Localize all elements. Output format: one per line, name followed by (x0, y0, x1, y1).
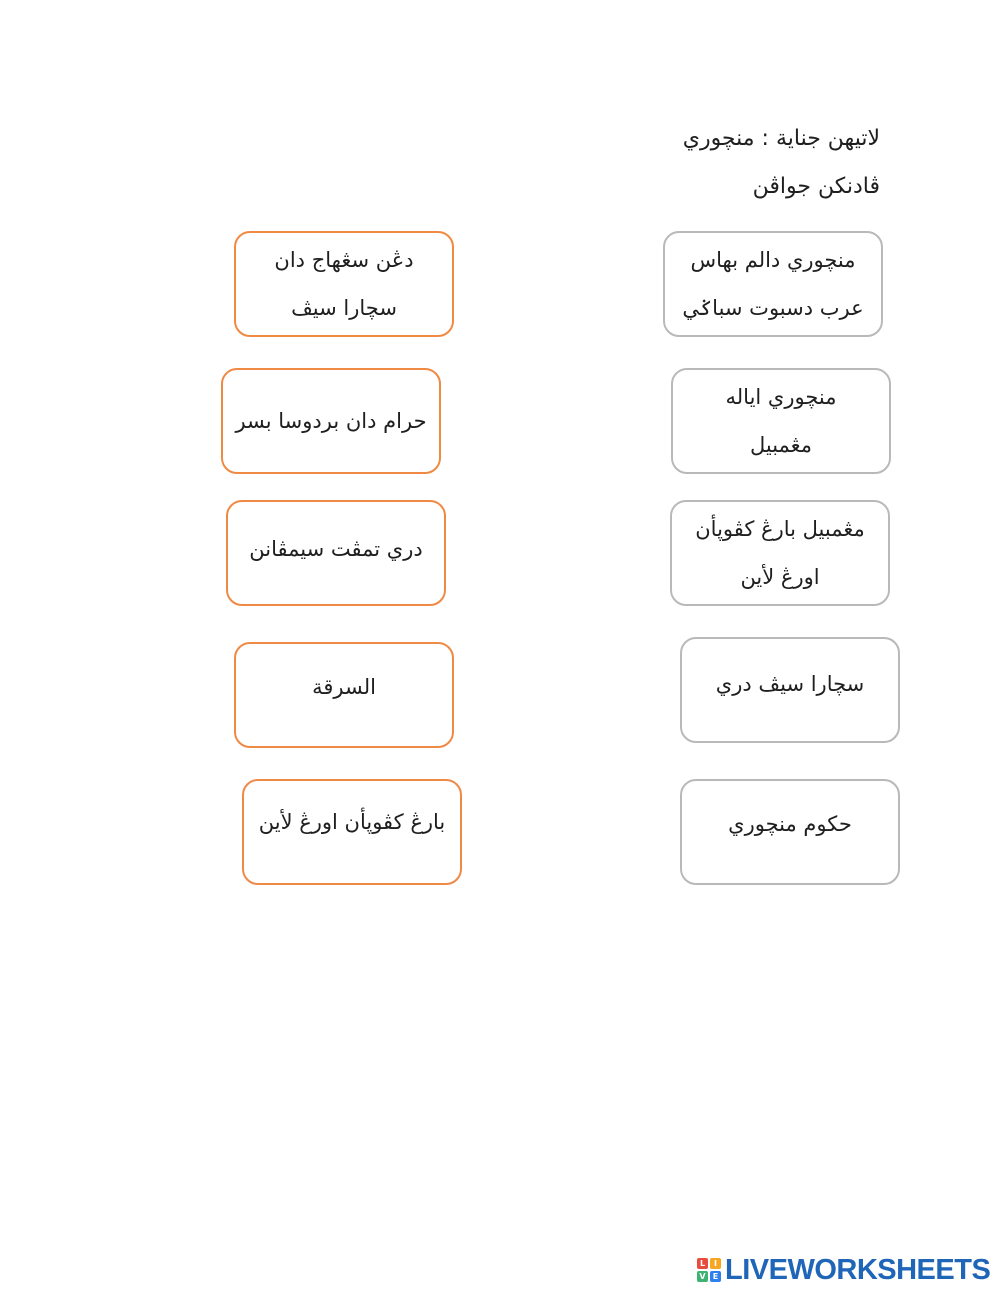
card-text-line: مڠمبيل بارڠ كڤوڽأن (695, 517, 865, 541)
left-match-card-4[interactable] (234, 642, 454, 748)
right-match-card-4[interactable] (680, 637, 900, 743)
card-text-line: حكوم منچوري (728, 812, 852, 836)
logo-tile-e: E (710, 1271, 721, 1282)
right-match-card-1[interactable] (663, 231, 883, 337)
worksheet-instruction: ڤادنكن جواڤن (752, 174, 880, 199)
card-text-line: سچارا سيڤ دري (715, 672, 865, 696)
card-text-line: منچوري دالم بهاس (690, 248, 856, 272)
left-match-card-2[interactable] (221, 368, 441, 474)
card-text-line: السرقة (312, 675, 376, 699)
right-match-card-2[interactable] (671, 368, 891, 474)
logo-tile-v: V (697, 1271, 708, 1282)
card-text-line: دري تمڤت سيمڤانن (249, 537, 423, 561)
right-match-card-5[interactable] (680, 779, 900, 885)
liveworksheets-logo-icon (697, 1258, 721, 1282)
logo-tile-i: I (710, 1258, 721, 1269)
card-text-line: سچارا سيڤ (291, 296, 397, 320)
liveworksheets-wordmark: LIVEWORKSHEETS (725, 1254, 991, 1286)
card-text-line: حرام دان بردوسا بسر (235, 409, 427, 433)
left-match-card-3[interactable] (226, 500, 446, 606)
worksheet-title: لاتيهن جناية : منچوري (682, 126, 880, 151)
left-match-card-1[interactable] (234, 231, 454, 337)
card-text-line: منچوري اياله (725, 385, 837, 409)
left-match-card-5[interactable] (242, 779, 462, 885)
card-text-line: عرب دسبوت سباݢي (682, 296, 864, 320)
card-text-line: دڠن سڠهاج دان (274, 248, 414, 272)
card-text-line: اورڠ لأين (740, 565, 820, 589)
liveworksheets-logo (697, 1254, 990, 1286)
right-match-card-3[interactable] (670, 500, 890, 606)
card-text-line: بارڠ كڤوڽأن اورڠ لأين (258, 810, 446, 834)
card-text-line: مڠمبيل (749, 433, 813, 457)
logo-tile-l: L (697, 1258, 708, 1269)
